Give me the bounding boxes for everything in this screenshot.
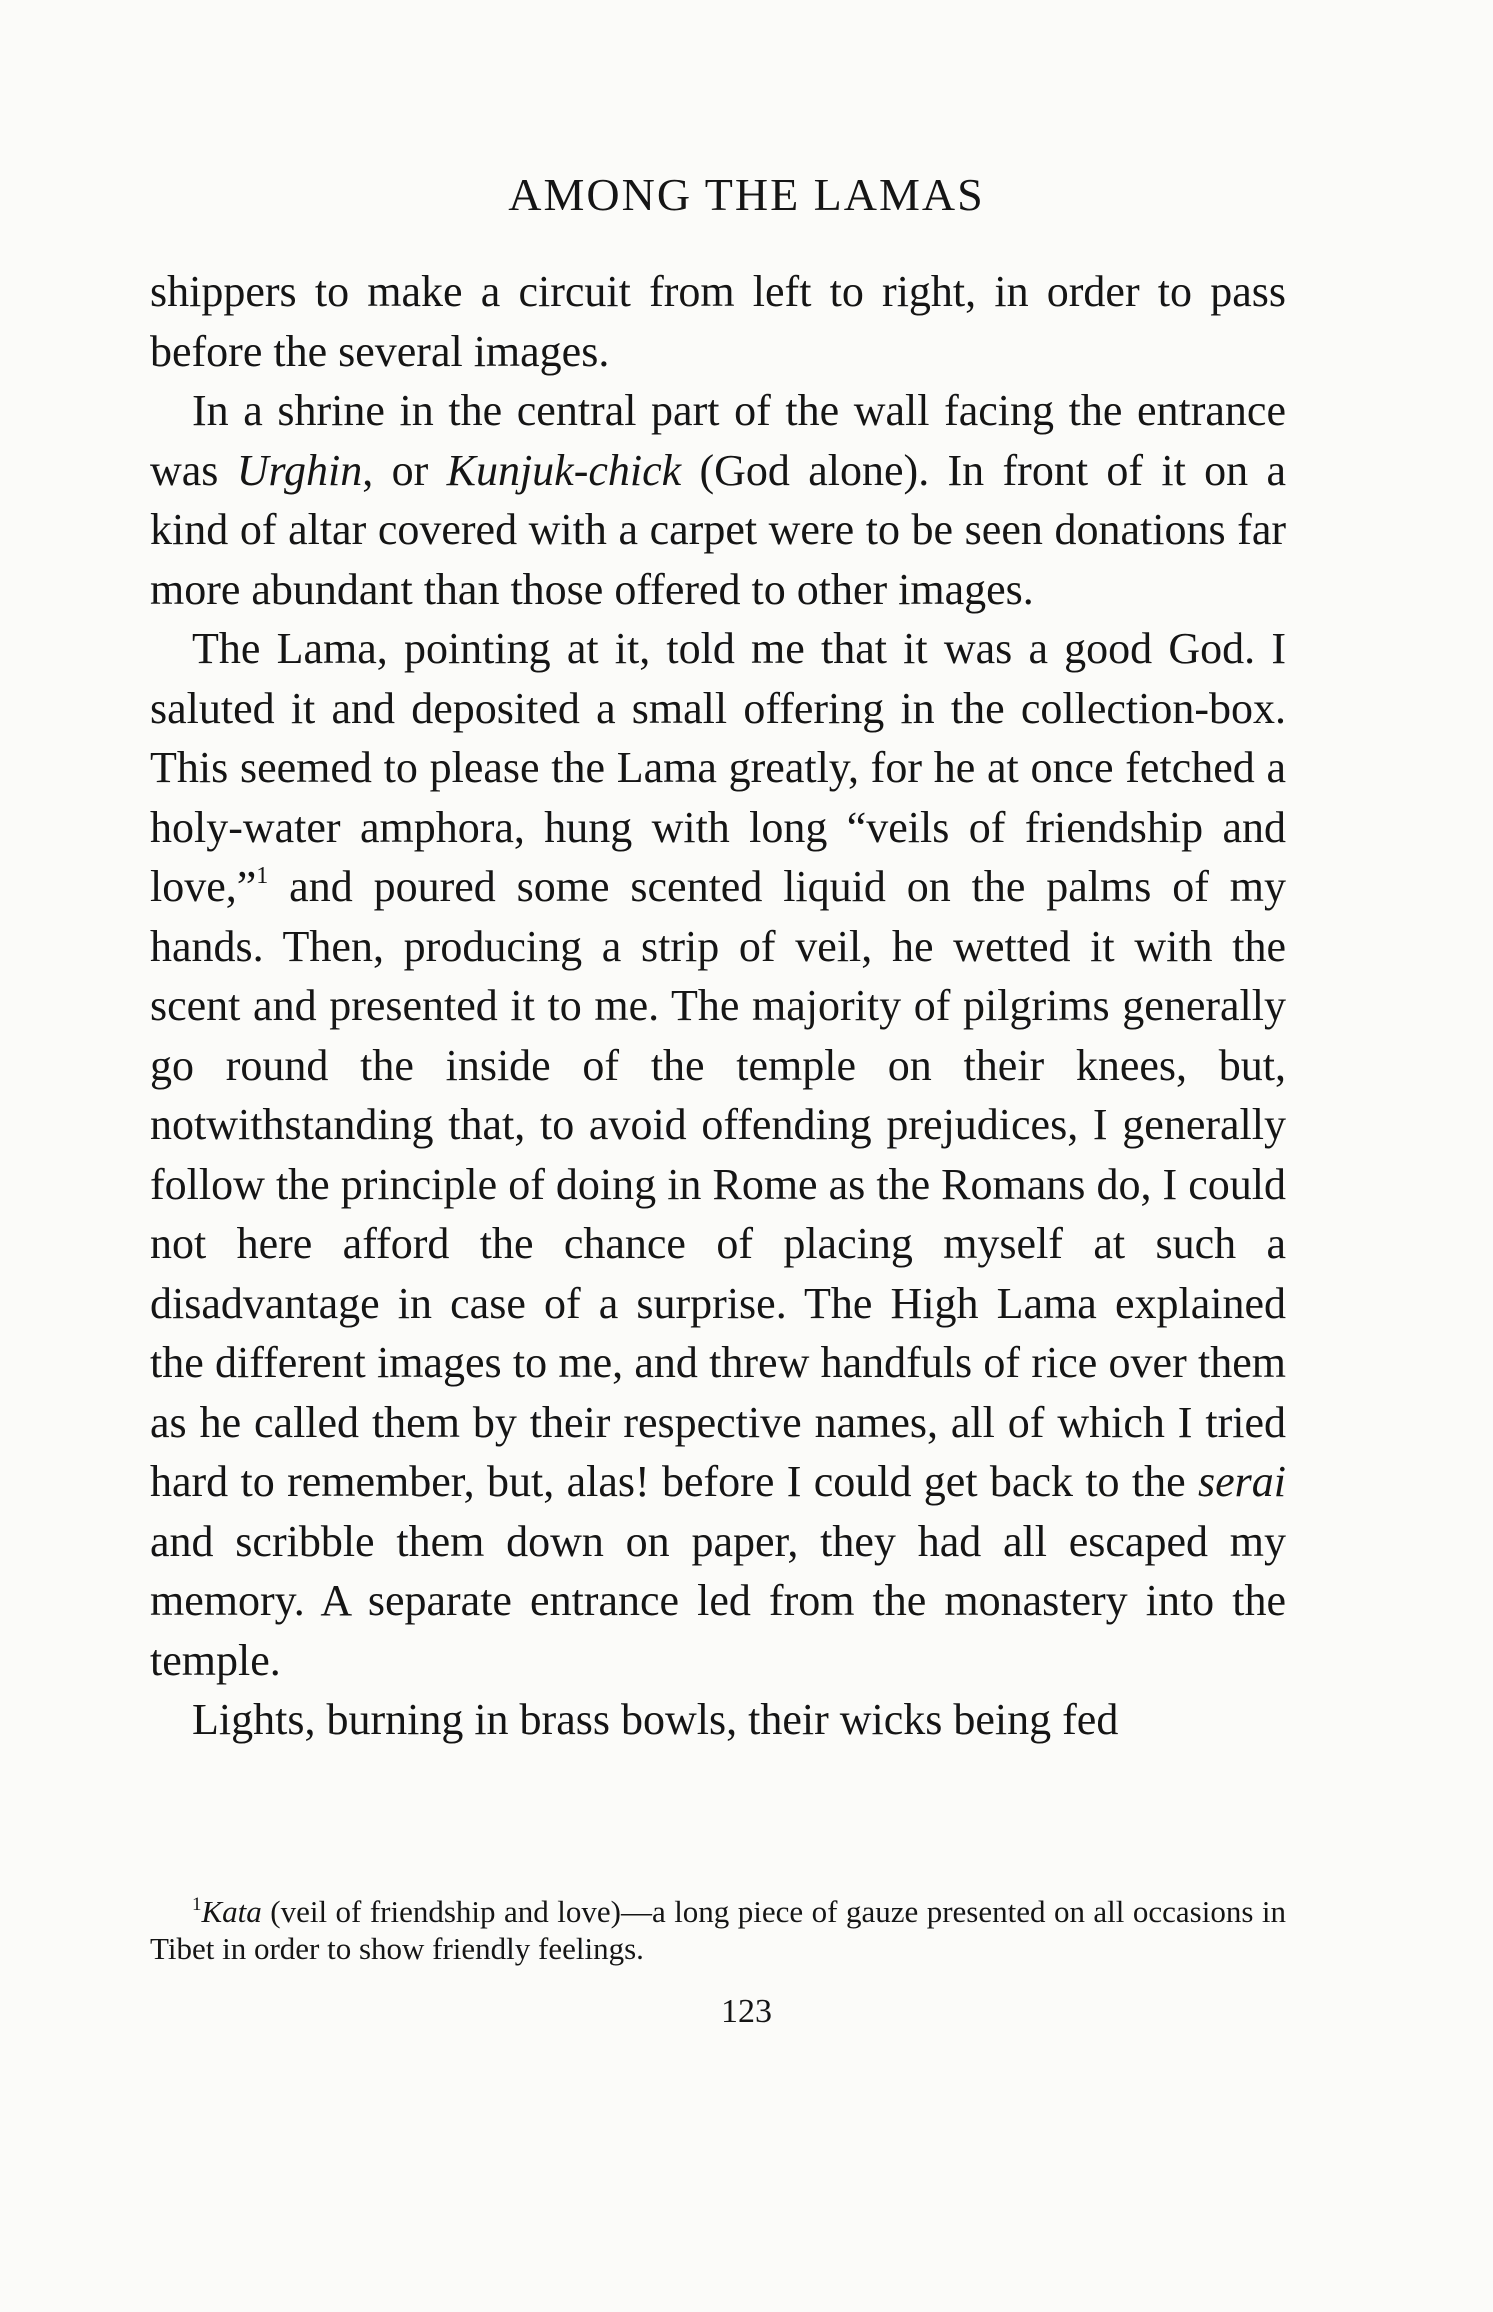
paragraph-2 — [150, 381, 1286, 619]
paragraph-4 — [150, 1690, 1286, 1750]
page-number: 123 — [721, 1993, 772, 2030]
paragraph-2-text-a: In a shrine in the central part of the wall facing the entrance was — [150, 386, 1286, 495]
paragraph-3-text-a: The Lama, pointing at it, told me that it was a good God. I saluted it and deposited a small offering in the collection-box. This seemed to please the Lama greatly, for he at once fetched a holy-water amphora, hung with long “veils of friendship and love,” — [150, 624, 1286, 911]
footnote-paragraph — [150, 1893, 1286, 1967]
paragraph-3-text-c: and scribble them down on paper, they had all escaped my memory. A separate entrance led from the monastery into the temple. — [150, 1516, 1286, 1685]
italic-term-serai: serai — [1198, 1457, 1286, 1506]
paragraph-2-text-c: (God alone). In front of it on a kind of altar covered with a carpet were to be seen donations far more abundant than those offered to other images. — [150, 445, 1286, 614]
paragraph-1 — [150, 262, 1286, 381]
italic-term-urghin: Urghin — [236, 445, 363, 495]
paragraph-2-text-b: , or — [362, 445, 447, 495]
footnote-text: (veil of friendship and love)—a long piece of gauze presented on all occasions in Tibet in order to show friendly feelings. — [150, 1894, 1286, 1966]
paragraph-3 — [150, 619, 1286, 1690]
running-head: AMONG THE LAMAS — [508, 169, 985, 220]
italic-term-kunjuk-chick: Kunjuk-chick — [446, 445, 682, 495]
footnote-marker: 1 — [192, 1894, 202, 1915]
footnote-reference: 1 — [256, 863, 269, 889]
footnote — [150, 1893, 1286, 1967]
paragraph-4-text: Lights, burning in brass bowls, their wicks being fed — [192, 1695, 1119, 1744]
footnote-term: Kata — [201, 1894, 262, 1929]
paragraph-1-text: shippers to make a circuit from left to right, in order to pass before the several images. — [150, 267, 1286, 376]
body-text — [150, 262, 1286, 1750]
paragraph-3-text-b: and poured some scented liquid on the palms of my hands. Then, producing a strip of veil, he wetted it with the scent and presented it to me. The majority of pilgrims generally go round the inside of the temple on their knees, but, notwithstanding that, to avoid offending prejudices, I generally follow the principle of doing in Rome as the Romans do, I could not here afford the chance of placing myself at such a disadvantage in case of a surprise. The High Lama explained the different images to me, and threw handfuls of rice over them as he called them by their respective names, all of which I tried hard to remember, but, alas! before I could get back to the — [150, 862, 1286, 1506]
